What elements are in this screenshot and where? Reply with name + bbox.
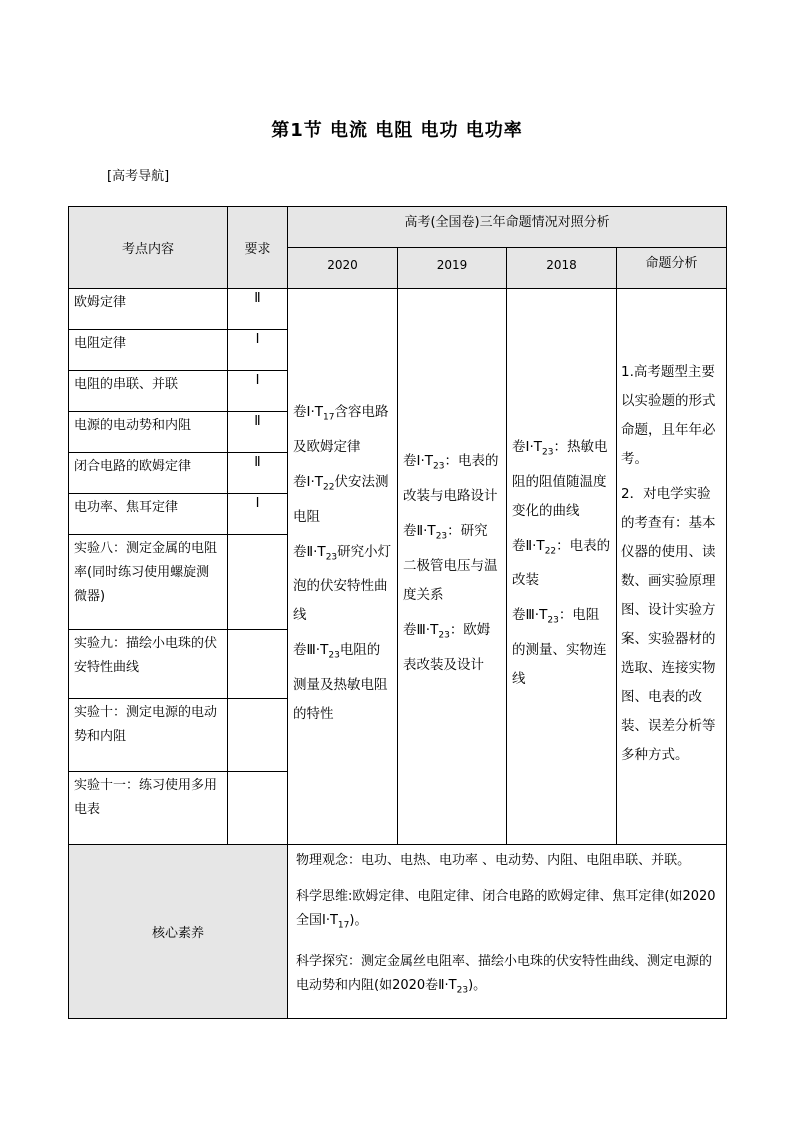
- y2019-item: 卷$Ⅱ\cdot T_{23}$：研究二极管电压与温度关系: [403, 523, 498, 603]
- requirement-cell: Ⅰ: [228, 494, 288, 535]
- core-item: 物理观念：电功、电热、电功率 、电动势、内阻、电阻串联、并联。: [296, 853, 691, 868]
- analysis-item: 2．对电学实验的考查有：基本仪器的使用、读数、画实验原理图、设计实验方案、实验器材的选取、连接实物图、电表的改装、误差分析等多种方式。: [621, 485, 716, 763]
- analysis-item: 1.高考题型主要以实验题的形式命题，且年年必考。: [621, 363, 716, 467]
- y2020-item: 卷$Ⅰ\cdot T_{22}$伏安法测电阻: [293, 473, 389, 525]
- y2018-item: 卷$Ⅲ\cdot T_{23}$：电阻的测量、实物连线: [512, 607, 607, 688]
- year-2019-cell: [398, 289, 507, 845]
- y2020-item: 卷$Ⅲ\cdot T_{23}$电阻的测量及热敏电阻的特性: [293, 642, 388, 722]
- topic-cell: 实验十：测定电源的电动势和内阻: [69, 699, 228, 772]
- topic-cell: 欧姆定律: [69, 289, 228, 330]
- year-2020-cell: [288, 289, 398, 845]
- topic-cell: 电阻定律: [69, 330, 228, 371]
- requirement-cell: Ⅰ: [228, 371, 288, 412]
- topic-cell: 电功率、焦耳定律: [69, 494, 228, 535]
- topic-cell: 实验九：描绘小电珠的伏安特性曲线: [69, 630, 228, 699]
- requirement-cell: [228, 535, 288, 630]
- header-analysis-group: 高考(全国卷)三年命题情况对照分析: [288, 207, 727, 248]
- topic-cell: 实验十一：练习使用多用电表: [69, 772, 228, 845]
- header-proposition: 命题分析: [617, 248, 727, 289]
- y2018-item: 卷$Ⅰ\cdot T_{23}$：热敏电阻的阻值随温度变化的曲线: [512, 438, 608, 519]
- header-year-2019: 2019: [398, 248, 507, 289]
- header-topic: 考点内容: [69, 207, 228, 289]
- topic-cell: 闭合电路的欧姆定律: [69, 453, 228, 494]
- topic-cell: 电源的电动势和内阻: [69, 412, 228, 453]
- y2019-item: 卷$Ⅲ\cdot T_{23}$：欧姆表改装及设计: [403, 621, 491, 673]
- header-year-2018: 2018: [507, 248, 617, 289]
- y2019-item: 卷$Ⅰ\cdot T_{23}$：电表的改装与电路设计: [403, 453, 499, 505]
- exam-guide-table: [68, 206, 727, 1019]
- requirement-cell: Ⅱ: [228, 412, 288, 453]
- y2020-item: 卷$Ⅰ\cdot T_{17}$含容电路及欧姆定律: [293, 404, 389, 455]
- y2018-item: 卷$Ⅱ\cdot T_{22}$：电表的改装: [512, 537, 611, 589]
- proposition-cell: [617, 289, 727, 845]
- y2020-item: 卷$Ⅱ\cdot T_{23}$研究小灯泡的伏安特性曲线: [293, 543, 392, 624]
- header-year-2020: 2020: [288, 248, 398, 289]
- header-requirement: 要求: [228, 207, 288, 289]
- core-item: 科学探究：测定金属丝电阻率、描绘小电珠的伏安特性曲线、测定电源的电动势和内阻(如2020卷$Ⅱ\cdot T_{23}$)。: [296, 953, 713, 996]
- core-item: 科学思维:欧姆定律、电阻定律、闭合电路的欧姆定律、焦耳定律(如2020全国$Ⅰ\cdot T_{17}$)。: [296, 889, 716, 931]
- topic-cell: 电阻的串联、并联: [69, 371, 228, 412]
- year-2018-cell: [507, 289, 617, 845]
- requirement-cell: [228, 699, 288, 772]
- requirement-cell: [228, 772, 288, 845]
- core-content: [288, 845, 727, 1019]
- section-label: [高考导航]: [107, 169, 170, 184]
- topic-cell: 实验八：测定金属的电阻率(同时练习使用螺旋测微器): [69, 535, 228, 630]
- requirement-cell: Ⅰ: [228, 330, 288, 371]
- requirement-cell: Ⅱ: [228, 289, 288, 330]
- page-title: 第1节 电流 电阻 电功 电功率: [271, 120, 523, 141]
- core-label: 核心素养: [69, 845, 288, 1019]
- requirement-cell: [228, 630, 288, 699]
- requirement-cell: Ⅱ: [228, 453, 288, 494]
